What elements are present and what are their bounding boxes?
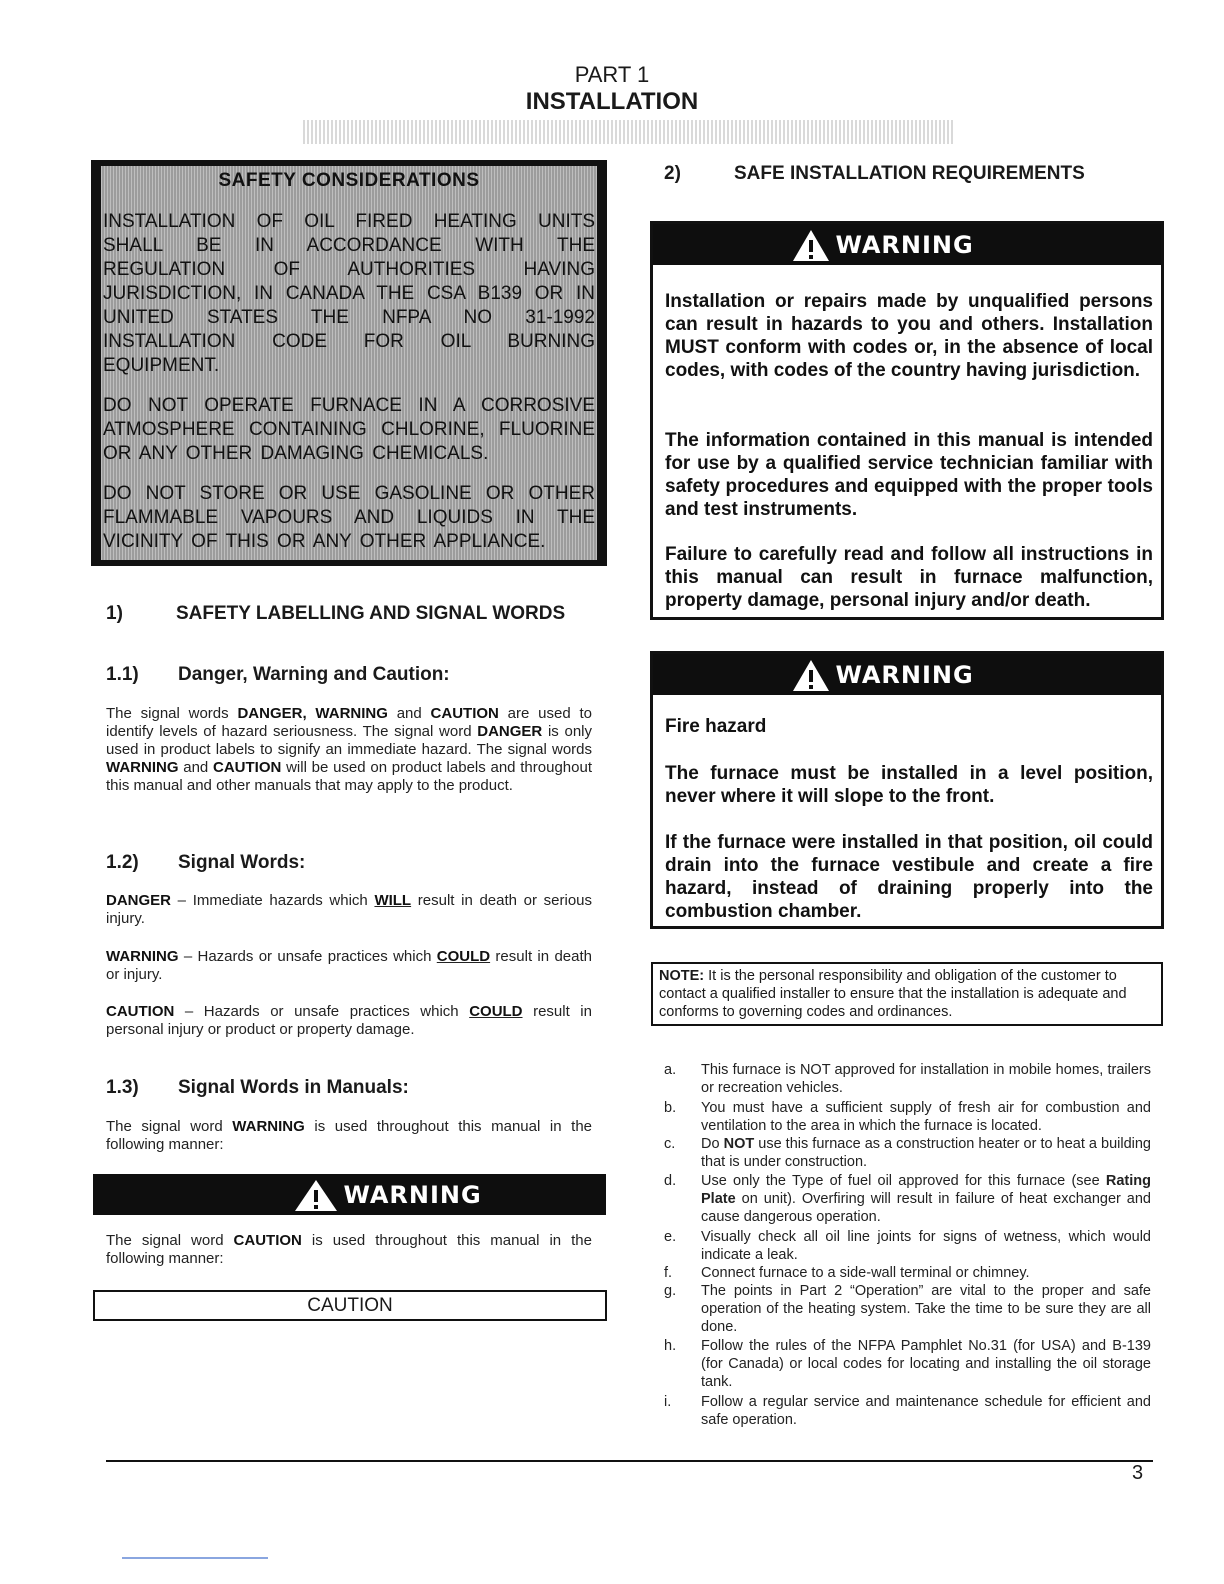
section-number: 1) <box>106 603 123 624</box>
warning-triangle-icon <box>791 228 831 262</box>
subsection-title: Danger, Warning and Caution: <box>178 664 450 685</box>
warning-banner <box>653 224 1161 265</box>
subsection-number: 1.2) <box>106 852 139 873</box>
section-title: SAFE INSTALLATION REQUIREMENTS <box>734 163 1085 184</box>
subsection-title: Signal Words in Manuals: <box>178 1077 409 1098</box>
scan-artifact-line <box>122 1557 268 1559</box>
safety-box-title: SAFETY CONSIDERATIONS <box>218 170 480 191</box>
section-number: 2) <box>664 163 681 184</box>
warning-word: WARNING <box>343 1181 482 1209</box>
caution-banner: CAUTION <box>93 1290 607 1321</box>
warning-word: WARNING <box>835 661 974 689</box>
warning-triangle-icon <box>293 1178 339 1212</box>
part-label: PART 1 <box>574 62 650 87</box>
header-divider <box>303 120 955 144</box>
section-2-heading <box>664 163 1085 185</box>
danger-definition: DANGER – Immediate hazards which WILL result in death or serious injury. <box>106 892 593 927</box>
warning-banner <box>653 654 1161 695</box>
safety-paragraph: DO NOT OPERATE FURNACE IN A CORROSIVE ATMOSPHERE CONTAINING CHLORINE, FLUORINE OR ANY OTHER DAMAGING CHEMICALS. <box>103 395 595 464</box>
caution-definition: CAUTION – Hazards or unsafe practices which COULD result in personal injury or product or property damage. <box>106 1003 592 1038</box>
warning-box-fire-hazard <box>650 651 1164 929</box>
warning-triangle-icon <box>791 658 831 692</box>
section-1-heading <box>106 603 565 625</box>
warning-text: If the furnace were installed in that position, oil could drain into the furnace vestibule and create a fire hazard, instead of draining properly into the combustion chamber. <box>665 832 1153 922</box>
warning-box-installation <box>650 221 1164 620</box>
safety-paragraph: INSTALLATION OF OIL FIRED HEATING UNITS SHALL BE IN ACCORDANCE WITH THE REGULATION OF AUTHORITIES HAVING JURISDICTION, IN CANADA THE CSA B139 OR IN UNITED STATES THE NFPA NO 31-1992 INSTALLATION CODE FOR OIL BURNING EQUIPMENT. <box>103 211 595 376</box>
warning-text: Fire hazard <box>665 716 767 737</box>
subsection-title: Signal Words: <box>178 852 306 873</box>
warning-banner <box>93 1174 606 1215</box>
page-number: 3 <box>1132 1462 1144 1484</box>
subsection-number: 1.3) <box>106 1077 139 1098</box>
safety-paragraph: DO NOT STORE OR USE GASOLINE OR OTHER FLAMMABLE VAPOURS AND LIQUIDS IN THE VICINITY OF THIS OR ANY OTHER APPLIANCE. <box>103 483 595 552</box>
subsection-number: 1.1) <box>106 664 139 685</box>
subsection-1-1-heading <box>106 664 450 686</box>
note-text: It is the personal responsibility and obligation of the customer to contact a qualified installer to ensure that the installation is adequate and conforms to governing codes and ordinances. <box>659 968 1127 1020</box>
safety-considerations-box <box>91 160 607 566</box>
section-title: SAFETY LABELLING AND SIGNAL WORDS <box>176 603 566 624</box>
warning-text: The information contained in this manual is intended for use by a qualified service technician familiar with safety procedures and equipped with the proper tools and test instruments. <box>665 430 1153 520</box>
warning-word: WARNING <box>835 231 974 259</box>
warning-text: Failure to carefully read and follow all instructions in this manual can result in furnace malfunction, property damage, personal injury and/or death. <box>665 544 1153 611</box>
footer-rule <box>106 1460 1153 1462</box>
subsection-1-3-heading <box>106 1077 409 1099</box>
warning-text: The furnace must be installed in a level position, never where it will slope to the front. <box>665 763 1153 807</box>
page-title: INSTALLATION <box>525 88 699 115</box>
note-label: NOTE: <box>659 968 705 984</box>
note-box <box>651 962 1163 1026</box>
signal-words-paragraph: The signal words DANGER, WARNING and CAUTION are used to identify levels of hazard seriousness. The signal word DANGER is only used in product labels to signify an immediate hazard. The signal words WARNING and CAUTION will be used on product labels and throughout this manual and other manuals that may apply to the product. <box>106 705 593 794</box>
warning-usage-paragraph: The signal word WARNING is used throughout this manual in the following manner: <box>106 1118 592 1153</box>
subsection-1-2-heading <box>106 852 305 874</box>
warning-text: Installation or repairs made by unqualified persons can result in hazards to you and others. Installation MUST conform with codes or, in the absence of local codes, with codes of the country having jurisdiction. <box>665 291 1153 381</box>
warning-definition: WARNING – Hazards or unsafe practices which COULD result in death or injury. <box>106 948 592 983</box>
caution-usage-paragraph: The signal word CAUTION is used throughout this manual in the following manner: <box>106 1232 592 1267</box>
